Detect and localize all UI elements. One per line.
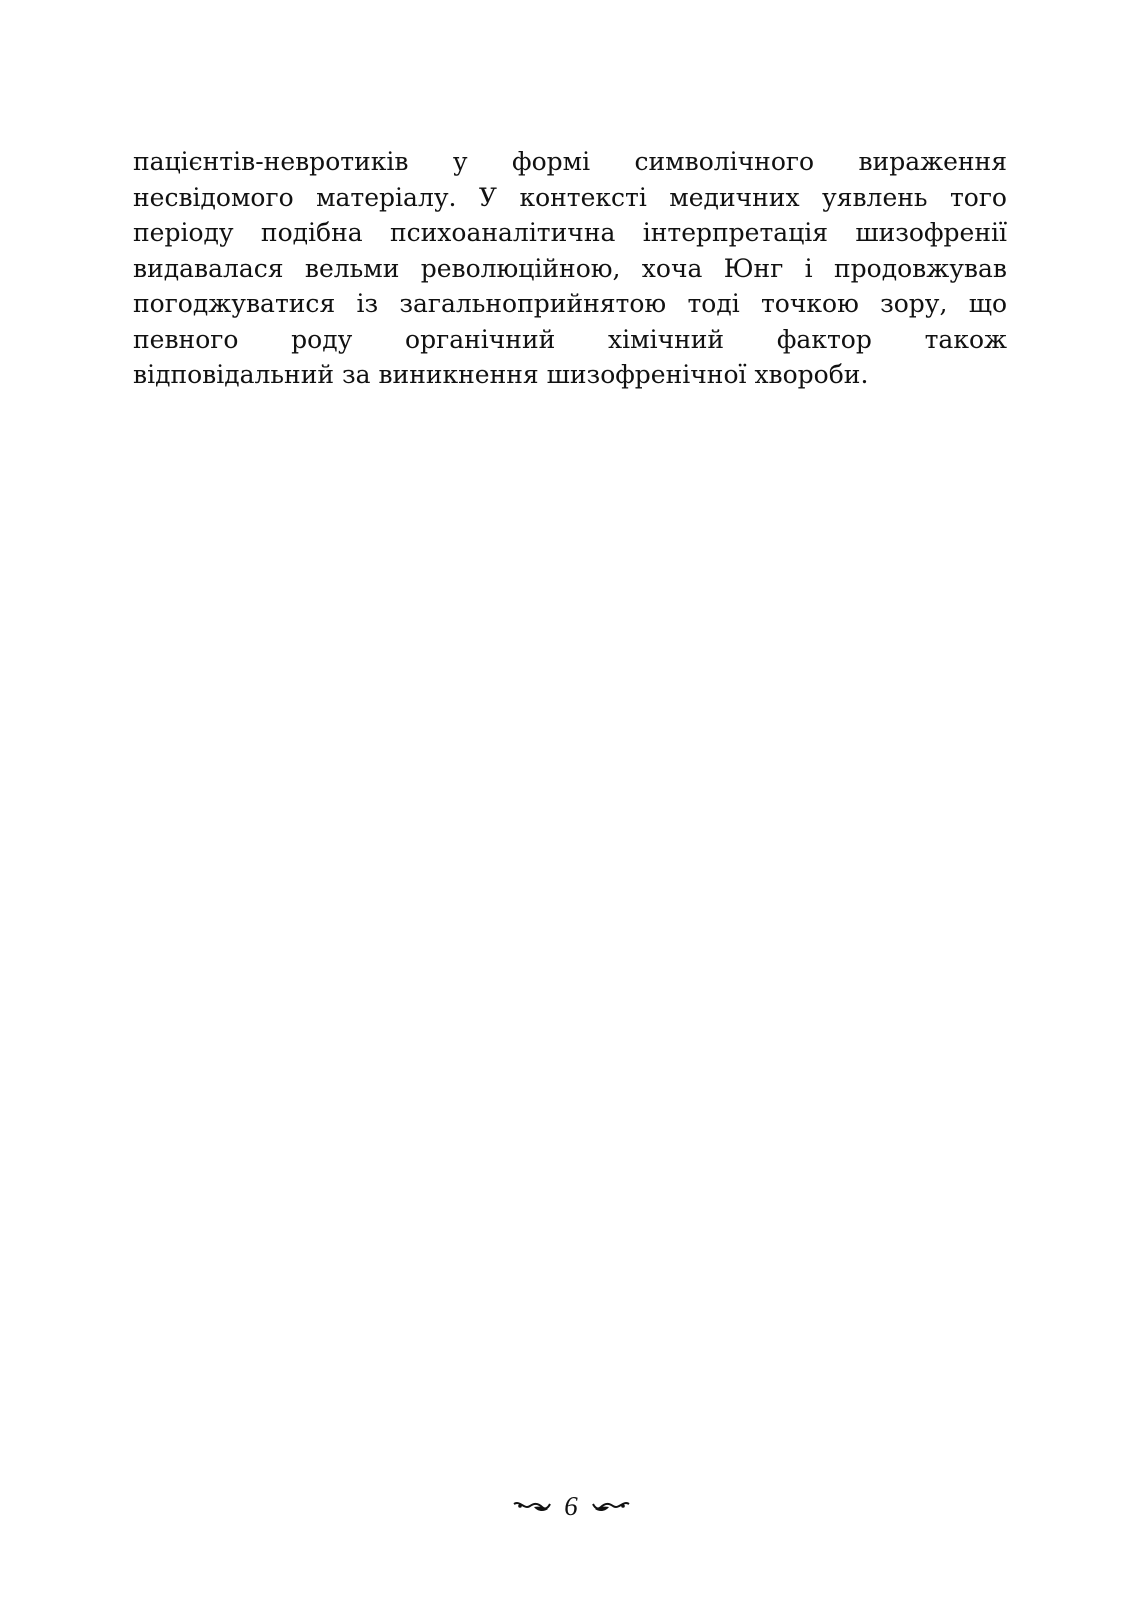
left-ornament-icon bbox=[512, 1498, 552, 1514]
body-paragraph bbox=[133, 144, 1007, 393]
paragraph-line: періоду подібна психоаналітична інтерпретація шизофренії bbox=[133, 218, 1007, 247]
paragraph-line: певного роду органічний хімічний фактор також bbox=[133, 324, 1007, 354]
paragraph-line: видавалася вельми революційною, хоча Юнг і продовжував bbox=[133, 253, 1007, 283]
paragraph-line: погоджуватися із загальноприйнятою тоді точкою зору, що bbox=[133, 289, 1007, 318]
paragraph-line: несвідомого матеріалу. У контексті медичних уявлень того bbox=[133, 182, 1007, 212]
page-footer bbox=[0, 1488, 1142, 1521]
page-number: 6 bbox=[564, 1490, 578, 1521]
paragraph-line: пацієнтів-невротиків у формі символічного вираження bbox=[133, 147, 1007, 176]
right-ornament-icon bbox=[591, 1498, 631, 1514]
paragraph-line: відповідальний за виникнення шизофренічної хвороби. bbox=[133, 360, 869, 389]
